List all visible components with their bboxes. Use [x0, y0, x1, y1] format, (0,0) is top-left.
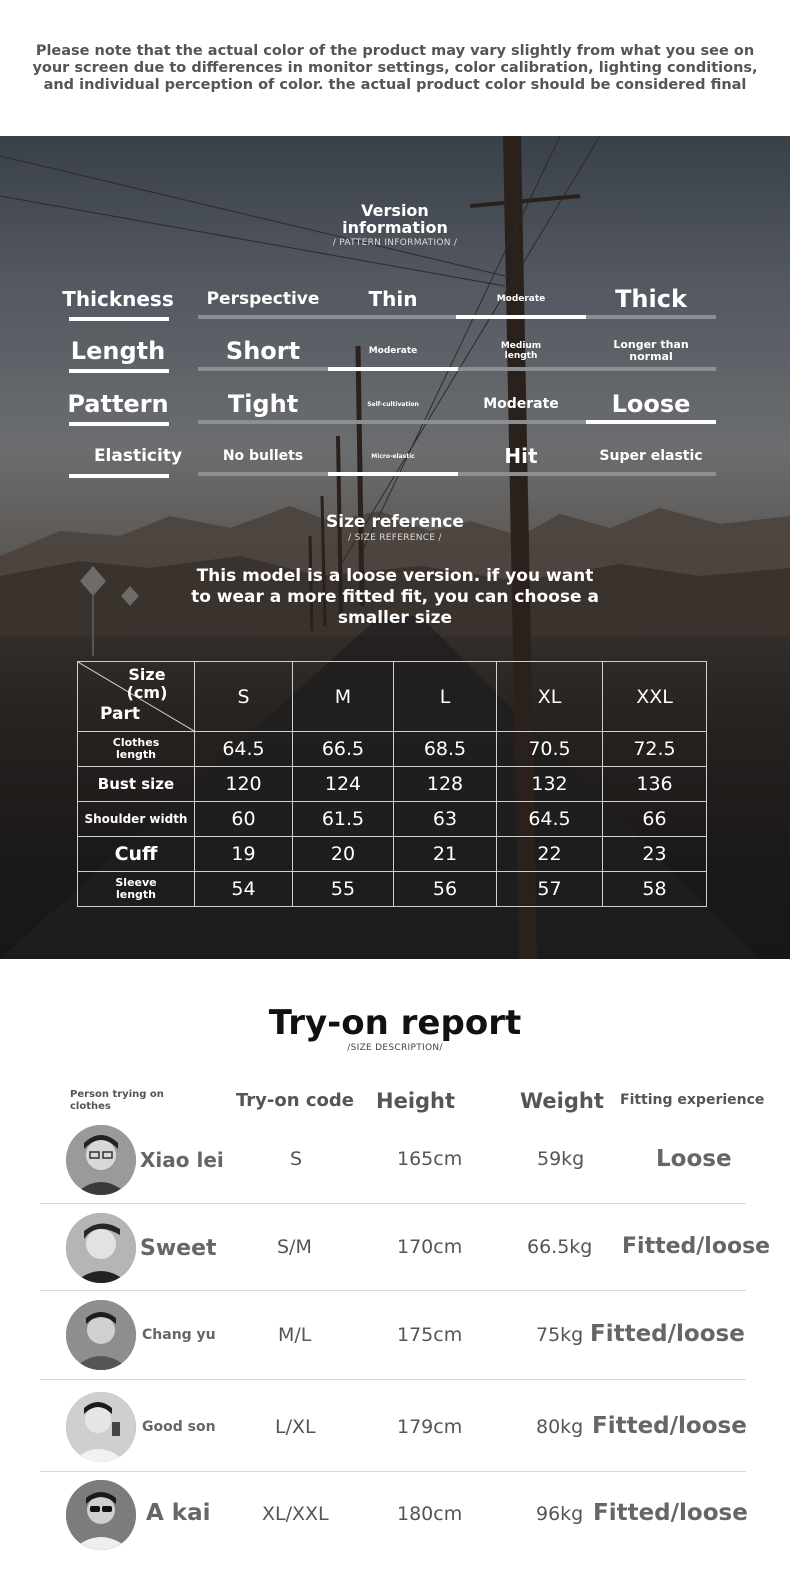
size-value: 60	[195, 802, 293, 837]
size-value: 64.5	[195, 732, 293, 767]
size-col-header: M	[293, 662, 394, 732]
tester-height: 180cm	[397, 1503, 463, 1525]
pattern-label: Pattern	[67, 390, 169, 418]
pattern-option: Moderate	[483, 396, 559, 412]
tryon-code: M/L	[278, 1324, 312, 1346]
size-value: 58	[603, 872, 707, 907]
pattern-option: Hit	[504, 444, 538, 468]
person-photo	[66, 1213, 136, 1283]
size-row	[78, 767, 707, 802]
scale-bar	[198, 472, 328, 476]
pattern-label: Elasticity	[93, 446, 183, 466]
size-value: 66	[603, 802, 707, 837]
tester-weight: 75kg	[536, 1324, 584, 1346]
corner-size-label: Size (cm)	[126, 665, 168, 702]
tester-height: 165cm	[397, 1148, 463, 1170]
size-value: 20	[293, 837, 394, 872]
model-fit-note: This model is a loose version. if you want to wear a more fitted fit, you can choose a smaller size	[191, 566, 599, 628]
avatar	[66, 1213, 136, 1283]
size-value: 56	[394, 872, 497, 907]
person-photo	[66, 1392, 136, 1462]
tryon-code: XL/XXL	[262, 1503, 329, 1525]
size-col-header: XXL	[603, 662, 707, 732]
tryon-row	[0, 1291, 790, 1379]
version-info-subtitle: / PATTERN INFORMATION /	[332, 238, 458, 248]
pattern-option-selected: Moderate	[496, 294, 546, 304]
tester-name: Chang yu	[142, 1327, 216, 1343]
tester-name: Good son	[142, 1419, 216, 1435]
scale-bar	[198, 315, 456, 319]
pattern-option-selected: Loose	[611, 390, 691, 418]
pattern-option: Self-cultivation	[367, 400, 419, 408]
size-row	[78, 732, 707, 767]
tryon-row	[0, 1380, 790, 1468]
fit-result: Fitted/loose	[593, 1500, 748, 1526]
size-header-row	[78, 662, 707, 732]
pattern-option: Short	[225, 337, 301, 365]
fit-result: Fitted/loose	[622, 1234, 771, 1259]
tester-height: 179cm	[397, 1416, 463, 1438]
size-value: 19	[195, 837, 293, 872]
header-code: Try-on code	[236, 1090, 354, 1111]
pattern-option: Perspective	[206, 289, 320, 309]
size-value: 57	[497, 872, 603, 907]
tester-name: A kai	[146, 1500, 211, 1526]
pattern-row-elasticity	[62, 436, 717, 486]
size-reference-title: Size reference	[326, 512, 464, 532]
scale-bar	[458, 472, 716, 476]
version-info-heading	[0, 202, 790, 248]
label-underline	[69, 369, 169, 373]
scale-bar-selected	[586, 420, 716, 424]
fit-result: Loose	[656, 1146, 732, 1172]
label-underline	[69, 422, 169, 426]
size-reference-heading	[0, 514, 790, 543]
avatar	[66, 1480, 136, 1550]
part-label: Clothes length	[78, 732, 195, 767]
size-value: 55	[293, 872, 394, 907]
tryon-row	[0, 1116, 790, 1204]
tryon-subtitle: /SIZE DESCRIPTION/	[347, 1043, 443, 1053]
header-fit: Fitting experience	[620, 1092, 765, 1108]
pattern-row-pattern	[62, 384, 717, 434]
pattern-option: Tight	[227, 390, 299, 418]
tryon-code: L/XL	[275, 1416, 316, 1438]
size-value: 54	[195, 872, 293, 907]
header-weight: Weight	[520, 1089, 604, 1113]
pattern-row-thickness	[62, 279, 717, 329]
pattern-option-selected: Micro-elastic	[371, 452, 415, 460]
pattern-option-selected: Moderate	[368, 346, 418, 356]
size-row	[78, 802, 707, 837]
size-value: 22	[497, 837, 603, 872]
part-label: Sleeve length	[78, 872, 195, 907]
pattern-option: Medium length	[500, 341, 542, 361]
pattern-option: Thin	[368, 287, 418, 311]
scale-bar-selected	[328, 472, 458, 476]
size-value: 21	[394, 837, 497, 872]
tester-weight: 66.5kg	[527, 1236, 593, 1258]
size-poster	[0, 136, 790, 959]
size-value: 70.5	[497, 732, 603, 767]
avatar	[66, 1125, 136, 1195]
scale-bar	[198, 367, 328, 371]
part-label: Cuff	[78, 837, 195, 872]
person-photo	[66, 1480, 136, 1550]
pattern-row-length	[62, 331, 717, 381]
scale-bar	[586, 315, 716, 319]
scale-bar-selected	[456, 315, 586, 319]
size-value: 64.5	[497, 802, 603, 837]
label-underline	[69, 317, 169, 321]
size-value: 124	[293, 767, 394, 802]
label-underline	[69, 474, 169, 478]
tester-height: 175cm	[397, 1324, 463, 1346]
size-value: 61.5	[293, 802, 394, 837]
scale-bar	[198, 420, 586, 424]
size-value: 66.5	[293, 732, 394, 767]
tester-height: 170cm	[397, 1236, 463, 1258]
size-col-header: S	[195, 662, 293, 732]
size-reference-subtitle: / SIZE REFERENCE /	[348, 533, 442, 543]
tester-weight: 59kg	[537, 1148, 585, 1170]
avatar	[66, 1300, 136, 1370]
size-value: 132	[497, 767, 603, 802]
size-value: 63	[394, 802, 497, 837]
header-height: Height	[376, 1089, 456, 1113]
scale-bar	[458, 367, 716, 371]
tester-weight: 96kg	[536, 1503, 584, 1525]
color-disclaimer: Please note that the actual color of the product may vary slightly from what you see on your screen due to differences in monitor settings, color calibration, lighting conditions, and individual perception of color. the actual product color should be considered final	[32, 42, 758, 93]
person-photo	[66, 1300, 136, 1370]
pattern-option: Thick	[615, 285, 687, 313]
fit-result: Fitted/loose	[592, 1413, 747, 1439]
tester-weight: 80kg	[536, 1416, 584, 1438]
tryon-code: S	[290, 1148, 303, 1170]
pattern-option: Super elastic	[599, 448, 703, 464]
pattern-label: Thickness	[62, 287, 174, 311]
tryon-row	[0, 1204, 790, 1292]
corner-part-label: Part	[100, 704, 140, 724]
scale-bar-selected	[328, 367, 458, 371]
size-value: 68.5	[394, 732, 497, 767]
fit-result: Fitted/loose	[590, 1321, 745, 1347]
pattern-option: Longer than normal	[613, 338, 689, 363]
pattern-label: Length	[70, 337, 166, 365]
size-value: 23	[603, 837, 707, 872]
tryon-row	[0, 1472, 790, 1560]
size-value: 72.5	[603, 732, 707, 767]
version-info-title-line2: information	[342, 218, 448, 237]
tester-name: Xiao lei	[140, 1148, 224, 1172]
size-row	[78, 872, 707, 907]
size-table	[77, 661, 707, 907]
avatar	[66, 1392, 136, 1462]
size-value: 136	[603, 767, 707, 802]
tester-name: Sweet	[140, 1236, 217, 1261]
part-label: Bust size	[78, 767, 195, 802]
version-info-title-line1: Version	[361, 201, 429, 220]
size-col-header: XL	[497, 662, 603, 732]
part-label: Shoulder width	[78, 802, 195, 837]
person-photo	[66, 1125, 136, 1195]
size-row	[78, 837, 707, 872]
size-value: 128	[394, 767, 497, 802]
tryon-code: S/M	[277, 1236, 312, 1258]
size-value: 120	[195, 767, 293, 802]
size-table-corner	[78, 662, 195, 732]
size-col-header: L	[394, 662, 497, 732]
tryon-title: Try-on report	[268, 1003, 522, 1043]
header-person: Person trying on clothes	[70, 1089, 164, 1112]
pattern-option: No bullets	[222, 448, 304, 464]
